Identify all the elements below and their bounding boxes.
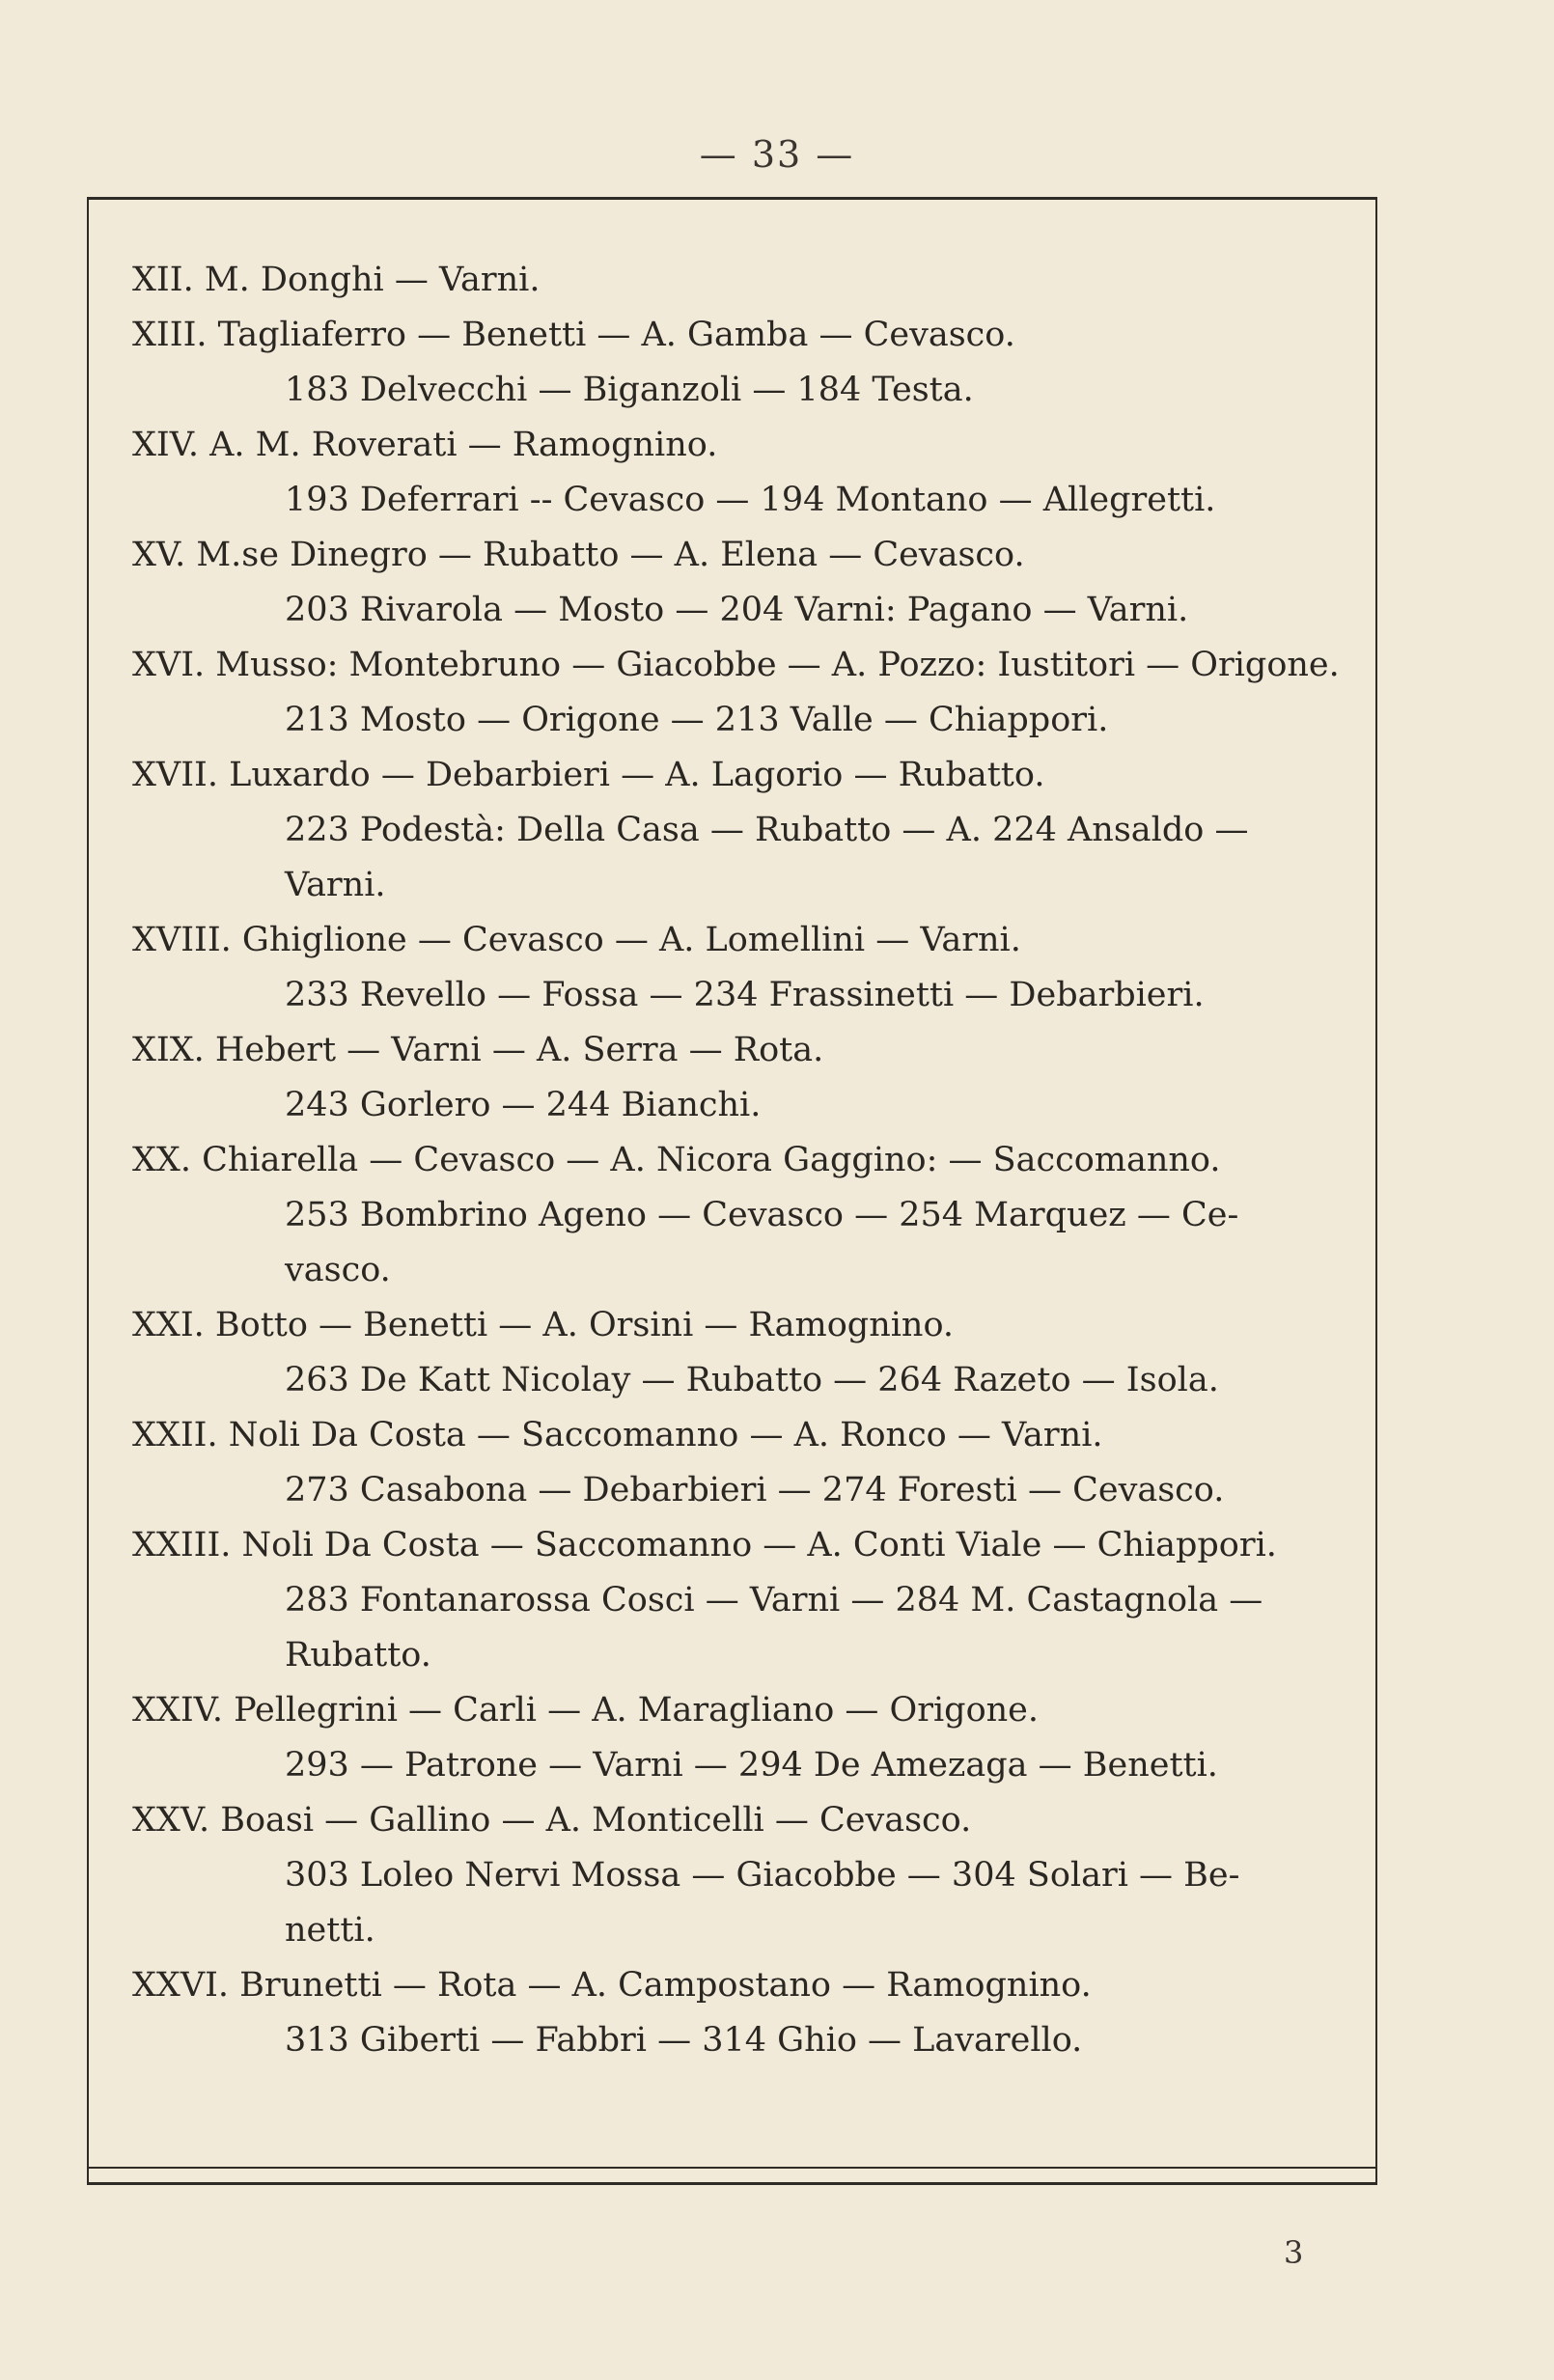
entry-line: XXV. Boasi — Gallino — A. Monticelli — Cevasco.: [132, 1801, 972, 1840]
signature-mark: 3: [1284, 2234, 1304, 2271]
entry-subline: 183 Delvecchi — Biganzoli — 184 Testa.: [285, 371, 974, 409]
entry-subline: 263 De Katt Nicolay — Rubatto — 264 Razeto — Isola.: [285, 1361, 1219, 1399]
entry-continuation: Rubatto.: [285, 1636, 431, 1674]
entry-subline: 243 Gorlero — 244 Bianchi.: [285, 1086, 762, 1124]
entry-line: XVIII. Ghiglione — Cevasco — A. Lomellini — Varni.: [132, 921, 1021, 959]
entry-line: XXII. Noli Da Costa — Saccomanno — A. Ronco — Varni.: [132, 1416, 1103, 1454]
entry-subline: 313 Giberti — Fabbri — 314 Ghio — Lavarello.: [285, 2021, 1083, 2060]
entry-line: XIII. Tagliaferro — Benetti — A. Gamba — Cevasco.: [132, 316, 1015, 354]
entry-line: XXI. Botto — Benetti — A. Orsini — Ramognino.: [132, 1306, 955, 1344]
entry-line: XIX. Hebert — Varni — A. Serra — Rota.: [132, 1031, 824, 1069]
entry-subline: 233 Revello — Fossa — 234 Frassinetti — Debarbieri.: [285, 976, 1205, 1014]
entry-subline: 293 — Patrone — Varni — 294 De Amezaga — Benetti.: [285, 1746, 1218, 1785]
entry-line: XIV. A. M. Roverati — Ramognino.: [132, 426, 718, 464]
entry-subline: 303 Loleo Nervi Mossa — Giacobbe — 304 Solari — Be-: [285, 1856, 1240, 1895]
entry-line: XV. M.se Dinegro — Rubatto — A. Elena — Cevasco.: [132, 536, 1025, 574]
entry-line: XX. Chiarella — Cevasco — A. Nicora Gaggino: — Saccomanno.: [132, 1141, 1221, 1179]
entry-continuation: Varni.: [285, 866, 386, 904]
entry-continuation: netti.: [285, 1911, 375, 1950]
entry-line: XII. M. Donghi — Varni.: [132, 261, 541, 299]
entry-line: XXIII. Noli Da Costa — Saccomanno — A. Conti Viale — Chiappori.: [132, 1526, 1277, 1564]
entry-subline: 273 Casabona — Debarbieri — 274 Foresti — Cevasco.: [285, 1471, 1225, 1509]
entry-line: XXIV. Pellegrini — Carli — A. Maragliano — Origone.: [132, 1691, 1040, 1730]
text-block: [132, 253, 1348, 2068]
entry-subline: 213 Mosto — Origone — 213 Valle — Chiappori.: [285, 701, 1109, 739]
entry-line: XVII. Luxardo — Debarbieri — A. Lagorio — Rubatto.: [132, 756, 1045, 794]
entry-subline: 253 Bombrino Ageno — Cevasco — 254 Marquez — Ce-: [285, 1196, 1239, 1234]
entry-subline: 283 Fontanarossa Cosci — Varni — 284 M. Castagnola —: [285, 1581, 1263, 1619]
entry-line: XVI. Musso: Montebruno — Giacobbe — A. Pozzo: Iustitori — Origone.: [132, 646, 1340, 684]
page-number: — 33 —: [699, 133, 855, 176]
bottom-rule: [89, 2167, 1375, 2169]
entry-subline: 203 Rivarola — Mosto — 204 Varni: Pagano — Varni.: [285, 591, 1189, 629]
entry-subline: 193 Deferrari -- Cevasco — 194 Montano — Allegretti.: [285, 481, 1216, 519]
entry-continuation: vasco.: [285, 1251, 391, 1289]
entry-subline: 223 Podestà: Della Casa — Rubatto — A. 224 Ansaldo —: [285, 811, 1249, 849]
entry-line: XXVI. Brunetti — Rota — A. Campostano — Ramognino.: [132, 1966, 1092, 2005]
